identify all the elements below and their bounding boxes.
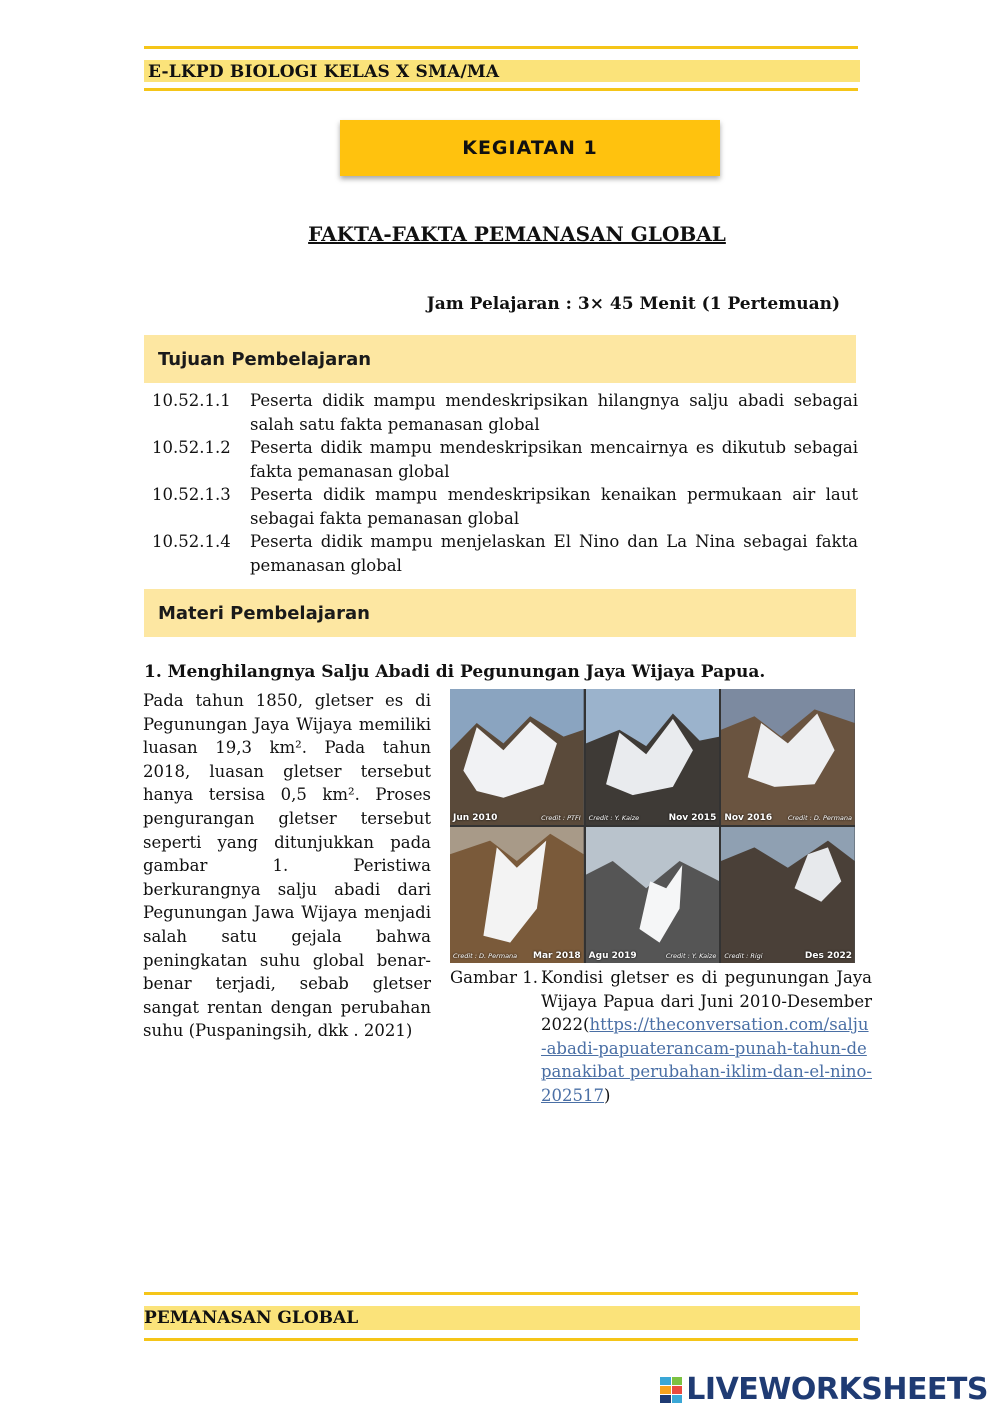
footer-bottom-line — [144, 1338, 858, 1341]
mountain-image — [721, 827, 855, 963]
photo-credit: Credit : Y. Kaize — [588, 814, 640, 822]
objective-text: Peserta didik mampu mendeskripsikan mencairnya es dikutub sebagai fakta pemanasan global — [250, 438, 858, 481]
photo-credit: Credit : PTFI — [541, 814, 581, 822]
page-title: FAKTA-FAKTA PEMANASAN GLOBAL — [308, 222, 726, 246]
glacier-photo — [721, 827, 855, 963]
objective-item — [152, 483, 858, 530]
caption-lead: Gambar 1. — [450, 968, 538, 987]
glacier-photo — [450, 827, 584, 963]
objective-item — [152, 436, 858, 483]
brand-blocks-icon — [660, 1377, 682, 1403]
tujuan-heading-text: Tujuan Pembelajaran — [158, 348, 372, 370]
header-title: E-LKPD BIOLOGI KELAS X SMA/MA — [148, 62, 500, 82]
objective-text: Peserta didik mampu menjelaskan El Nino dan La Nina sebagai fakta pemanasan global — [250, 532, 858, 575]
objective-item — [152, 389, 858, 436]
caption-text: Kondisi gletser es di pegunungan Jaya Wijaya Papua dari Juni 2010-Desember 2022( — [541, 968, 872, 1035]
mountain-image — [450, 689, 584, 825]
footer-title: PEMANASAN GLOBAL — [144, 1308, 359, 1328]
photo-date: Mar 2018 — [533, 951, 581, 961]
glacier-photo — [721, 689, 855, 825]
footer-top-line — [144, 1292, 858, 1295]
glacier-photo — [450, 689, 584, 825]
glacier-photo-grid — [450, 689, 855, 963]
photo-date: Des 2022 — [804, 951, 852, 961]
materi-subheading: 1. Menghilangnya Salju Abadi di Pegunungan Jaya Wijaya Papua. — [144, 662, 766, 682]
glacier-photo — [586, 689, 720, 825]
photo-date: Jun 2010 — [453, 813, 498, 823]
source-link[interactable]: https://theconversation.com/salju-abadi-papuaterancam-punah-tahun-depanakibat perubahan-iklim-dan-el-nino-202517 — [541, 1015, 872, 1105]
caption-body — [541, 966, 872, 1108]
photo-date: Agu 2019 — [588, 951, 637, 961]
liveworksheets-logo[interactable] — [660, 1372, 988, 1407]
objective-code: 10.52.1.3 — [152, 485, 231, 504]
photo-date: Nov 2015 — [668, 813, 717, 823]
materi-section-heading — [144, 589, 856, 637]
objective-code: 10.52.1.4 — [152, 532, 231, 551]
photo-credit: Credit : D. Permana — [453, 952, 518, 960]
caption-close: ) — [604, 1085, 611, 1105]
header-top-line — [144, 46, 858, 49]
header-bottom-line — [144, 88, 858, 91]
kegiatan-box: KEGIATAN 1 — [340, 120, 720, 176]
brand-name: LIVEWORKSHEETS — [686, 1372, 988, 1407]
materi-paragraph: Pada tahun 1850, gletser es di Pegunungan Jaya Wijaya memiliki luasan 19,3 km². Pada tahun 2018, luasan gletser tersebut hanya tersisa 0,5 km². Proses pengurangan gletser tersebut seperti yang ditunjukkan pada gambar 1. Peristiwa berkurangnya salju abadi dari Pegunungan Jawa Wijaya menjadi salah satu gejala bahwa peningkatan suhu global benar-benar terjadi, sebab gletser sangat rentan dengan perubahan suhu (Puspaningsih, dkk . 2021) — [143, 691, 431, 1041]
objective-text: Peserta didik mampu mendeskripsikan kenaikan permukaan air laut sebagai fakta pemanasan global — [250, 485, 858, 528]
photo-date: Nov 2016 — [724, 813, 773, 823]
mountain-image — [450, 827, 584, 963]
materi-heading-text: Materi Pembelajaran — [158, 602, 370, 624]
objective-code: 10.52.1.1 — [152, 391, 231, 410]
mountain-image — [586, 689, 720, 825]
figure-caption — [450, 966, 872, 1108]
objective-list — [152, 389, 858, 577]
photo-credit: Credit : Rigi — [724, 952, 763, 960]
objective-code: 10.52.1.2 — [152, 438, 231, 457]
photo-credit: Credit : D. Permana — [787, 814, 852, 822]
objective-item — [152, 530, 858, 577]
jam-pelajaran: Jam Pelajaran : 3× 45 Menit (1 Pertemuan) — [426, 294, 840, 314]
tujuan-section-heading — [144, 335, 856, 383]
photo-credit: Credit : Y. Kaize — [665, 952, 717, 960]
mountain-image — [721, 689, 855, 825]
glacier-photo — [586, 827, 720, 963]
objective-text: Peserta didik mampu mendeskripsikan hilangnya salju abadi sebagai salah satu fakta pemanasan global — [250, 391, 858, 434]
mountain-image — [586, 827, 720, 963]
